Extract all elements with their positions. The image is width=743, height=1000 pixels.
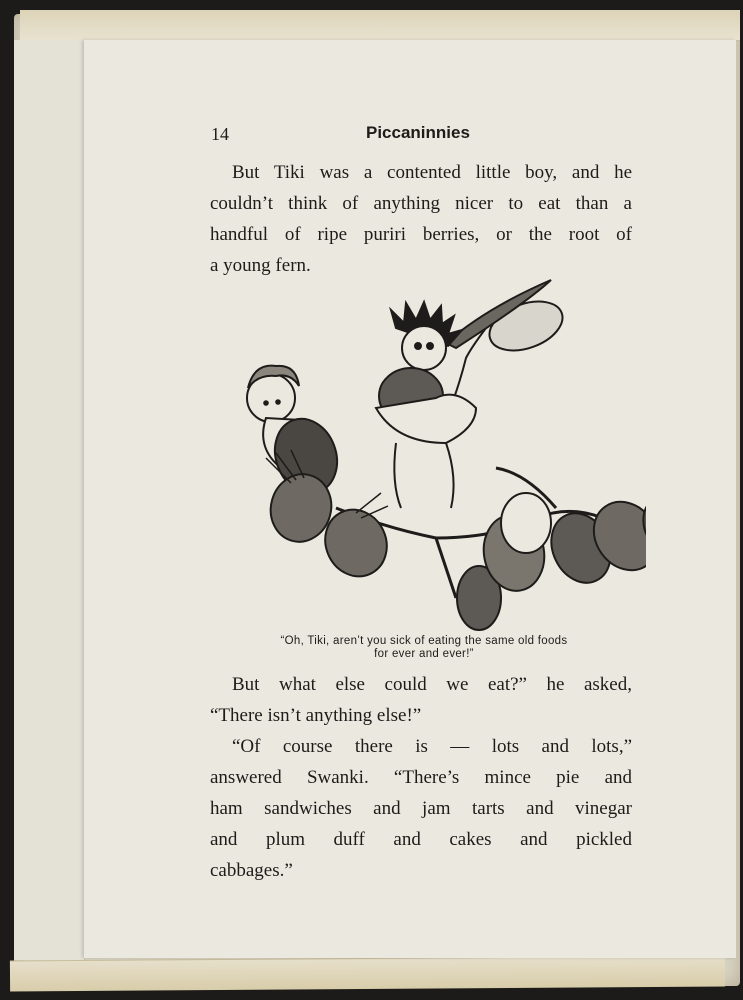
- text-line: and plum duff and cakes and pickled: [210, 829, 632, 850]
- text-line: “Of course there is — lots and lots,”: [232, 736, 632, 757]
- text-line: couldn’t think of anything nicer to eat than a: [210, 193, 632, 214]
- page-number: 14: [211, 124, 229, 144]
- text-line: ham sandwiches and jam tarts and vinegar: [210, 798, 632, 819]
- illustration: [196, 268, 646, 638]
- text-line: a young fern.: [210, 255, 311, 276]
- text-line: “There isn’t anything else!”: [210, 705, 422, 726]
- illustration-caption: [204, 635, 644, 661]
- text-line: answered Swanki. “There’s mince pie and: [210, 767, 632, 788]
- book-page: [84, 40, 736, 958]
- text-line: handful of ripe puriri berries, or the root of: [210, 224, 632, 245]
- bottom-paper-edge: [10, 956, 725, 992]
- previous-page-edge: [14, 40, 85, 960]
- paragraph-3: [210, 731, 632, 886]
- top-paper-edge: [20, 10, 740, 41]
- text-line: But Tiki was a contented little boy, and he: [232, 162, 632, 183]
- running-title: Piccaninnies: [366, 123, 470, 142]
- paragraph-2: [210, 669, 632, 731]
- paragraph-1: [210, 157, 632, 281]
- caption-line: for ever and ever!”: [374, 648, 474, 660]
- text-line: cabbages.”: [210, 860, 293, 881]
- text-line: But what else could we eat?” he asked,: [232, 674, 632, 695]
- caption-line: “Oh, Tiki, aren’t you sick of eating the same old foods: [280, 635, 568, 647]
